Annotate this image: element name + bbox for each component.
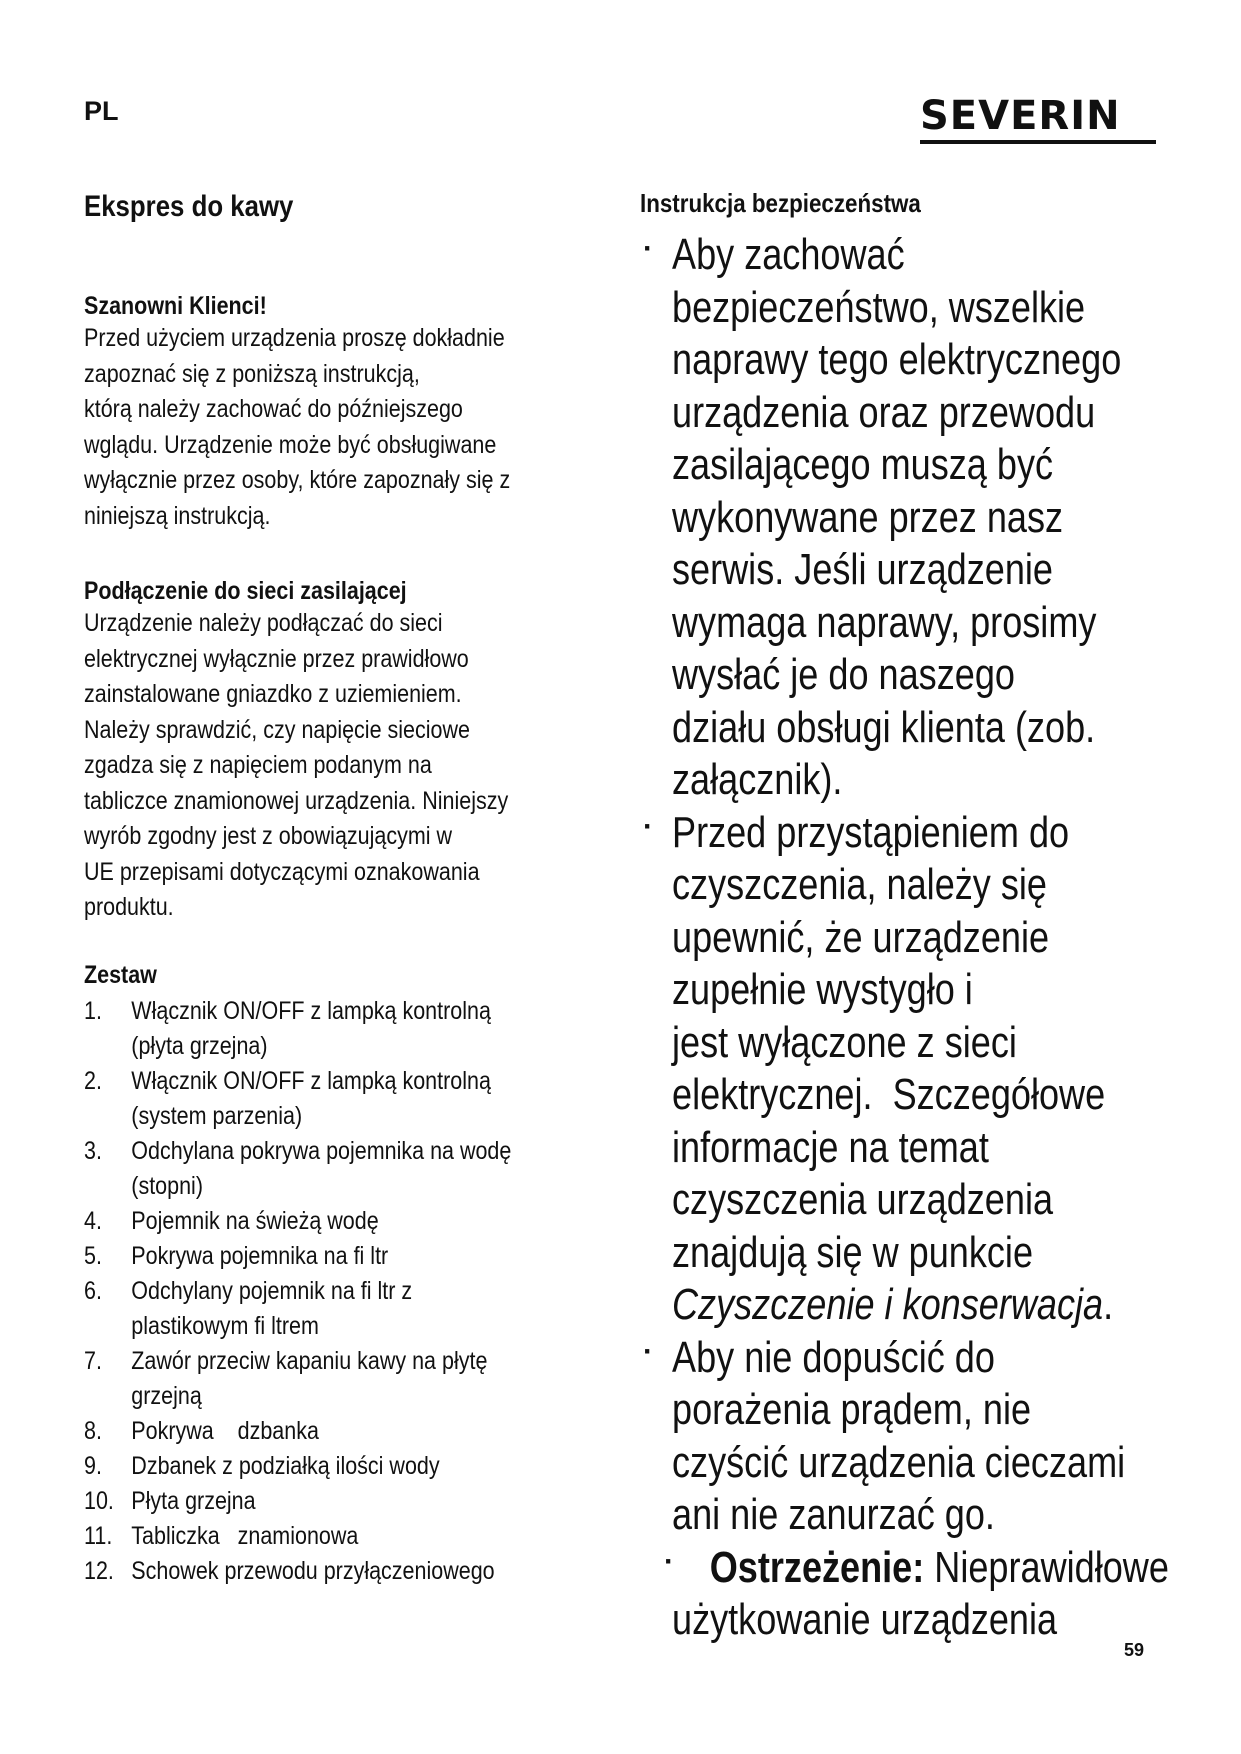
text-line: serwis. Jeśli urządzenie xyxy=(672,545,1053,594)
item-number: 3. xyxy=(84,1137,102,1165)
text-line: wyrób zgodny jest z obowiązującymi w xyxy=(84,822,453,850)
text-line: zgadza się z napięciem podanym na xyxy=(84,751,432,779)
text-line: urządzenia oraz przewodu xyxy=(672,387,1096,437)
kit-section xyxy=(84,961,644,1589)
item-number: 10. xyxy=(84,1487,114,1515)
item-text: Schowek przewodu przyłączeniowego xyxy=(131,1557,495,1585)
item-text: Pojemnik na świeżą wodę xyxy=(131,1207,379,1235)
list-item xyxy=(84,994,566,1064)
list-item xyxy=(84,1274,566,1344)
bullet-icon: · xyxy=(643,232,653,265)
kit-heading: Zestaw xyxy=(84,961,157,989)
item-text: Odchylana pokrywa pojemnika na wodę xyxy=(131,1137,512,1165)
item-text: (system parzenia) xyxy=(131,1102,303,1130)
text-line: tabliczce znamionowej urządzenia. Niniejszy xyxy=(84,786,509,815)
safety-heading: Instrukcja bezpieczeństwa xyxy=(640,188,921,218)
text-line: zasilającego muszą być xyxy=(672,440,1054,489)
list-item xyxy=(84,1064,566,1134)
warning-item xyxy=(640,1542,1169,1647)
item-number: 9. xyxy=(84,1452,102,1480)
connection-body xyxy=(84,606,566,926)
text-line: ani nie zanurzać go. xyxy=(672,1490,995,1539)
list-item xyxy=(84,1449,566,1484)
bullet-icon: · xyxy=(643,809,653,843)
item-number: 7. xyxy=(84,1347,102,1375)
text-line: bezpieczeństwo, wszelkie xyxy=(672,282,1086,332)
kit-list xyxy=(84,994,566,1589)
item-text: (płyta grzejna) xyxy=(131,1032,268,1060)
item-text: Włącznik ON/OFF z lampką kontrolną xyxy=(131,1067,491,1095)
item-text: Płyta grzejna xyxy=(131,1487,256,1515)
text-line: informacje na temat xyxy=(672,1122,989,1172)
item-number: 11. xyxy=(84,1522,113,1550)
punctuation: . xyxy=(1103,1280,1114,1329)
item-text: (stopni) xyxy=(131,1172,204,1200)
section-reference: Czyszczenie i konserwacja xyxy=(672,1280,1104,1329)
text-line: zainstalowane gniazdko z uziemieniem. xyxy=(84,680,462,708)
text-line: załącznik). xyxy=(672,755,843,804)
text-line: wglądu. Urządzenie może być obsługiwane xyxy=(84,430,497,459)
item-number: 2. xyxy=(84,1067,102,1095)
right-column xyxy=(640,188,1169,1647)
text-line: wykonywane przez nasz xyxy=(672,492,1064,542)
text-line: wymaga naprawy, prosimy xyxy=(672,597,1097,647)
text-line: znajdują się w punkcie xyxy=(672,1227,1034,1277)
logo-underline xyxy=(920,140,1156,144)
bullet-icon: · xyxy=(643,1334,653,1368)
brand-name: SEVERIN xyxy=(920,93,1121,139)
list-item xyxy=(84,1134,566,1204)
list-item xyxy=(84,1414,566,1449)
list-item xyxy=(84,1239,566,1274)
item-text: Pokrywa dzbanka xyxy=(131,1417,319,1445)
greeting-body xyxy=(84,321,566,534)
page-number: 59 xyxy=(1124,1640,1145,1660)
item-text: Odchylany pojemnik na fi ltr z xyxy=(131,1277,413,1305)
text-line: czyścić urządzenia cieczami xyxy=(672,1437,1126,1487)
bullet-icon: · xyxy=(664,1544,674,1578)
text-line: działu obsługi klienta (zob. xyxy=(672,702,1096,752)
connection-section xyxy=(84,577,644,926)
left-column xyxy=(84,190,624,1585)
item-number: 8. xyxy=(84,1417,102,1445)
greeting-section xyxy=(84,292,644,534)
text-line: Aby nie dopuścić do xyxy=(672,1332,995,1382)
text-line: wyłącznie przez osoby, które zapoznały się z xyxy=(84,466,511,494)
language-code: PL xyxy=(84,96,119,126)
item-number: 5. xyxy=(84,1242,102,1270)
item-text: grzejną xyxy=(131,1382,202,1410)
page-title: Ekspres do kawy xyxy=(84,190,294,223)
list-item xyxy=(84,1204,566,1239)
text-line: produktu. xyxy=(84,893,174,921)
item-text: Zawór przeciw kapaniu kawy na płytę xyxy=(131,1347,488,1375)
item-number: 4. xyxy=(84,1207,102,1235)
greeting-heading: Szanowni Klienci! xyxy=(84,292,267,320)
text-line: Aby zachować xyxy=(672,230,905,279)
text-line: elektrycznej wyłącznie przez prawidłowo xyxy=(84,644,469,673)
text-line: UE przepisami dotyczącymi oznakowania xyxy=(84,857,480,886)
item-number: 6. xyxy=(84,1277,102,1305)
item-text: Włącznik ON/OFF z lampką kontrolną xyxy=(131,997,491,1025)
safety-list xyxy=(640,229,1169,1647)
text-line: wysłać je do naszego xyxy=(672,650,1015,699)
text-line: Przed przystąpieniem do xyxy=(672,807,1070,857)
item-text: Dzbanek z podziałką ilości wody xyxy=(131,1452,440,1480)
text-line: niniejszą instrukcją. xyxy=(84,501,271,530)
text-line: jest wyłączone z sieci xyxy=(672,1017,1017,1067)
item-text: Pokrywa pojemnika na fi ltr xyxy=(131,1242,389,1270)
text-line: zupełnie wystygło i xyxy=(672,965,973,1014)
text-line: zapoznać się z poniższą instrukcją, xyxy=(84,359,420,388)
text-line: Należy sprawdzić, czy napięcie sieciowe xyxy=(84,715,470,744)
list-item xyxy=(84,1519,566,1554)
list-item xyxy=(84,1344,566,1414)
warning-text: użytkowanie urządzenia xyxy=(672,1595,1058,1644)
list-item xyxy=(640,1332,1160,1542)
text-line: naprawy tego elektrycznego xyxy=(672,335,1122,384)
item-number: 1. xyxy=(84,997,102,1025)
warning-label: Ostrzeżenie: xyxy=(709,1542,925,1592)
list-item xyxy=(640,229,1160,807)
text-line: elektrycznej. Szczegółowe xyxy=(672,1070,1106,1119)
text-line: upewnić, że urządzenie xyxy=(672,912,1050,962)
warning-text: Nieprawidłowe xyxy=(934,1542,1169,1592)
text-line: czyszczenia urządzenia xyxy=(672,1175,1054,1224)
list-item xyxy=(84,1484,566,1519)
text-line: porażenia prądem, nie xyxy=(672,1385,1032,1434)
item-text: plastikowym fi ltrem xyxy=(131,1312,319,1340)
connection-heading: Podłączenie do sieci zasilającej xyxy=(84,577,407,605)
list-item xyxy=(640,807,1160,1332)
list-item xyxy=(84,1554,566,1589)
text-line: Przed użyciem urządzenia proszę dokładnie xyxy=(84,324,505,352)
text-line: czyszczenia, należy się xyxy=(672,860,1047,909)
brand-logo xyxy=(920,93,1156,140)
item-text: Tabliczka znamionowa xyxy=(131,1522,359,1550)
item-number: 12. xyxy=(84,1557,114,1585)
text-line: którą należy zachować do późniejszego xyxy=(84,395,463,423)
text-line: Urządzenie należy podłączać do sieci xyxy=(84,609,443,637)
